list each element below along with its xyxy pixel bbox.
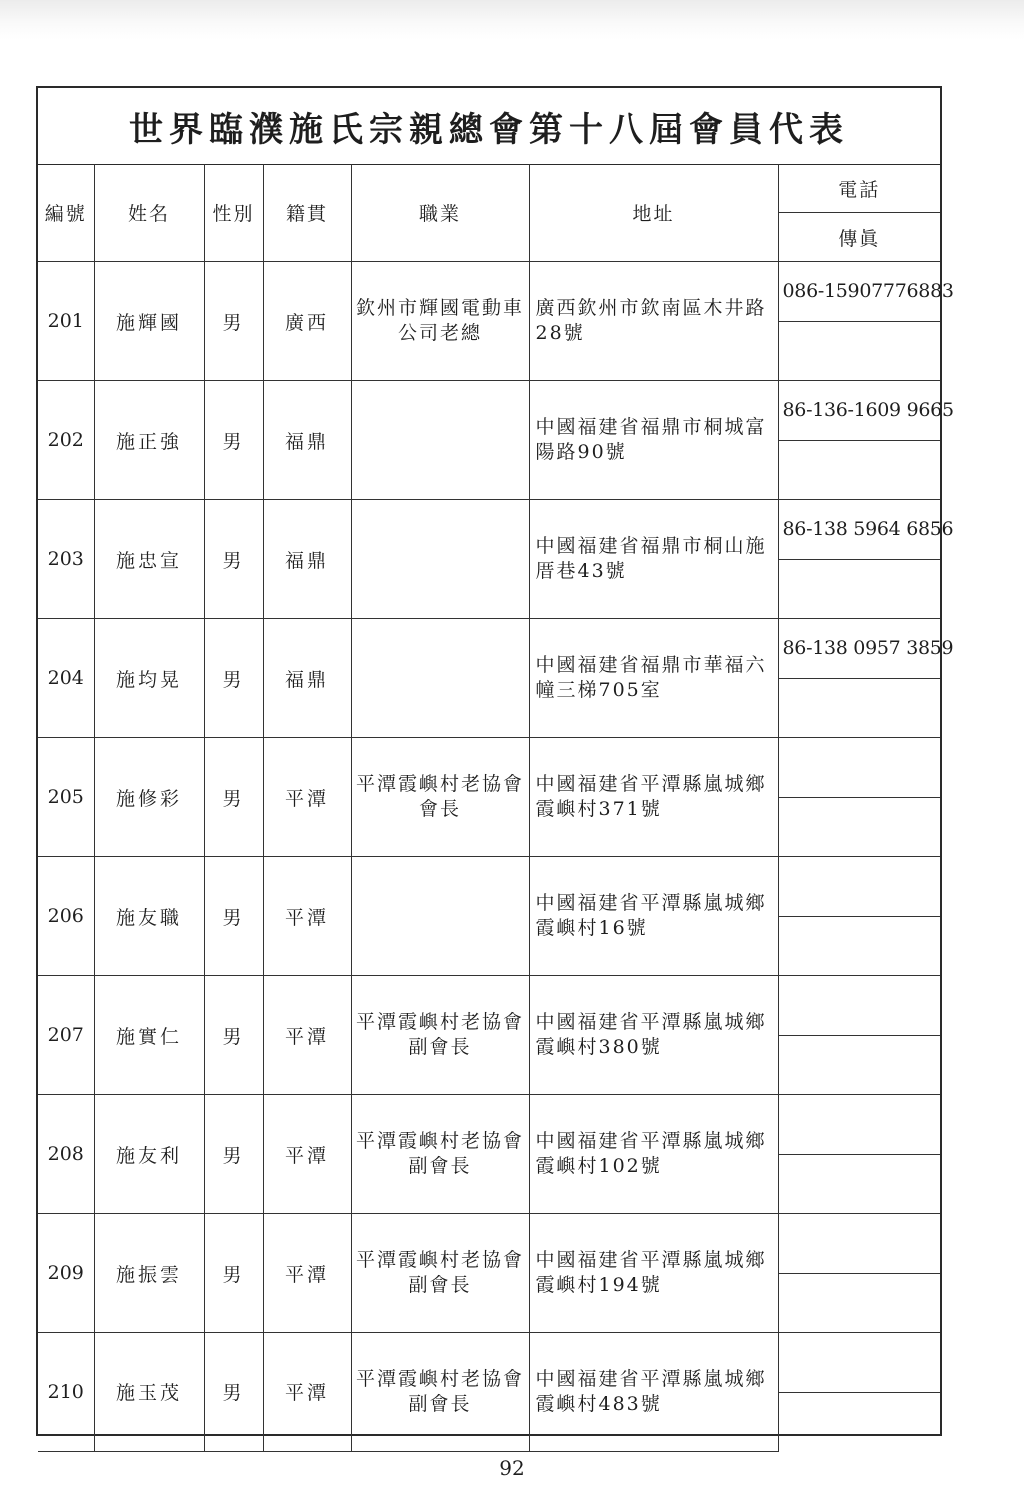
member-no: 207 (38, 976, 94, 1095)
member-occupation: 平潭霞嶼村老協會副會長 (351, 1333, 529, 1452)
member-name: 施振雲 (94, 1214, 204, 1333)
header-name: 姓名 (94, 164, 204, 262)
member-gender: 男 (204, 381, 263, 500)
member-fax (778, 678, 940, 738)
member-fax (778, 1035, 940, 1095)
member-origin: 平潭 (263, 1214, 351, 1333)
scan-edge-shading (0, 0, 1024, 40)
member-name: 施忠宣 (94, 500, 204, 619)
member-no: 209 (38, 1214, 94, 1333)
member-gender: 男 (204, 262, 263, 381)
member-no: 203 (38, 500, 94, 619)
member-origin: 平潭 (263, 738, 351, 857)
member-name: 施修彩 (94, 738, 204, 857)
member-fax (778, 1154, 940, 1214)
table-row (38, 1095, 940, 1155)
member-phone: 86-138 5964 6856 (778, 500, 940, 560)
member-name: 施實仁 (94, 976, 204, 1095)
member-phone (778, 857, 940, 917)
member-occupation (351, 857, 529, 976)
header-fax: 傳眞 (778, 213, 940, 262)
member-table (38, 164, 954, 1452)
member-name: 施均晃 (94, 619, 204, 738)
member-fax (778, 440, 940, 500)
member-fax (778, 321, 940, 381)
member-phone: 86-136-1609 9665 (778, 381, 940, 441)
member-address: 中國福建省平潭縣嵐城鄉霞嶼村16號 (529, 857, 778, 976)
member-origin: 福鼎 (263, 500, 351, 619)
member-origin: 福鼎 (263, 381, 351, 500)
member-address: 中國福建省平潭縣嵐城鄉霞嶼村380號 (529, 976, 778, 1095)
member-address: 中國福建省平潭縣嵐城鄉霞嶼村371號 (529, 738, 778, 857)
member-fax (778, 1392, 940, 1451)
member-phone (778, 1333, 940, 1393)
member-no: 205 (38, 738, 94, 857)
header-address: 地址 (529, 164, 778, 262)
member-fax (778, 559, 940, 619)
member-name: 施友職 (94, 857, 204, 976)
table-row (38, 262, 940, 322)
table-row (38, 500, 940, 560)
header-row-top (38, 164, 940, 213)
member-occupation: 欽州市輝國電動車公司老總 (351, 262, 529, 381)
member-gender: 男 (204, 976, 263, 1095)
member-address: 中國福建省平潭縣嵐城鄉霞嶼村483號 (529, 1333, 778, 1452)
table-row (38, 619, 940, 679)
member-phone (778, 1095, 940, 1155)
member-address: 中國福建省平潭縣嵐城鄉霞嶼村194號 (529, 1214, 778, 1333)
header-phone: 電話 (778, 164, 940, 213)
member-fax (778, 797, 940, 857)
member-no: 201 (38, 262, 94, 381)
member-origin: 廣西 (263, 262, 351, 381)
member-address: 中國福建省福鼎市華福六幢三梯705室 (529, 619, 778, 738)
title-row (38, 88, 940, 165)
table-row (38, 976, 940, 1036)
header-origin: 籍貫 (263, 164, 351, 262)
member-name: 施玉茂 (94, 1333, 204, 1452)
table-row (38, 1333, 940, 1393)
member-name: 施友利 (94, 1095, 204, 1214)
member-occupation: 平潭霞嶼村老協會會長 (351, 738, 529, 857)
member-occupation (351, 381, 529, 500)
member-gender: 男 (204, 1333, 263, 1452)
member-name: 施輝國 (94, 262, 204, 381)
member-name: 施正強 (94, 381, 204, 500)
member-no: 204 (38, 619, 94, 738)
member-address: 中國福建省平潭縣嵐城鄉霞嶼村102號 (529, 1095, 778, 1214)
member-gender: 男 (204, 857, 263, 976)
member-origin: 福鼎 (263, 619, 351, 738)
member-phone (778, 1214, 940, 1274)
header-occupation: 職業 (351, 164, 529, 262)
member-fax (778, 916, 940, 976)
member-phone: 86-138 0957 3859 (778, 619, 940, 679)
member-gender: 男 (204, 500, 263, 619)
member-origin: 平潭 (263, 857, 351, 976)
member-no: 202 (38, 381, 94, 500)
member-gender: 男 (204, 738, 263, 857)
member-occupation (351, 500, 529, 619)
member-origin: 平潭 (263, 1333, 351, 1452)
table-row (38, 381, 940, 441)
table-row (38, 738, 940, 798)
member-gender: 男 (204, 1095, 263, 1214)
header-gender: 性別 (204, 164, 263, 262)
member-fax (778, 1273, 940, 1333)
member-phone (778, 738, 940, 798)
member-phone: 086-15907776883 (778, 262, 940, 322)
member-address: 廣西欽州市欽南區木井路28號 (529, 262, 778, 381)
member-no: 208 (38, 1095, 94, 1214)
member-occupation (351, 619, 529, 738)
member-occupation: 平潭霞嶼村老協會副會長 (351, 1095, 529, 1214)
member-no: 206 (38, 857, 94, 976)
member-phone (778, 976, 940, 1036)
member-address: 中國福建省福鼎市桐城富陽路90號 (529, 381, 778, 500)
member-origin: 平潭 (263, 1095, 351, 1214)
table-row (38, 1214, 940, 1274)
member-no: 210 (38, 1333, 94, 1452)
table-row (38, 857, 940, 917)
member-occupation: 平潭霞嶼村老協會副會長 (351, 1214, 529, 1333)
member-origin: 平潭 (263, 976, 351, 1095)
member-address: 中國福建省福鼎市桐山施厝巷43號 (529, 500, 778, 619)
page-title: 世界臨濮施氏宗親總會第十八屆會員代表 (129, 109, 849, 150)
member-gender: 男 (204, 1214, 263, 1333)
page-number: 92 (499, 1456, 525, 1480)
member-table-frame (36, 86, 954, 1436)
header-no: 編號 (38, 164, 94, 262)
member-gender: 男 (204, 619, 263, 738)
member-occupation: 平潭霞嶼村老協會副會長 (351, 976, 529, 1095)
